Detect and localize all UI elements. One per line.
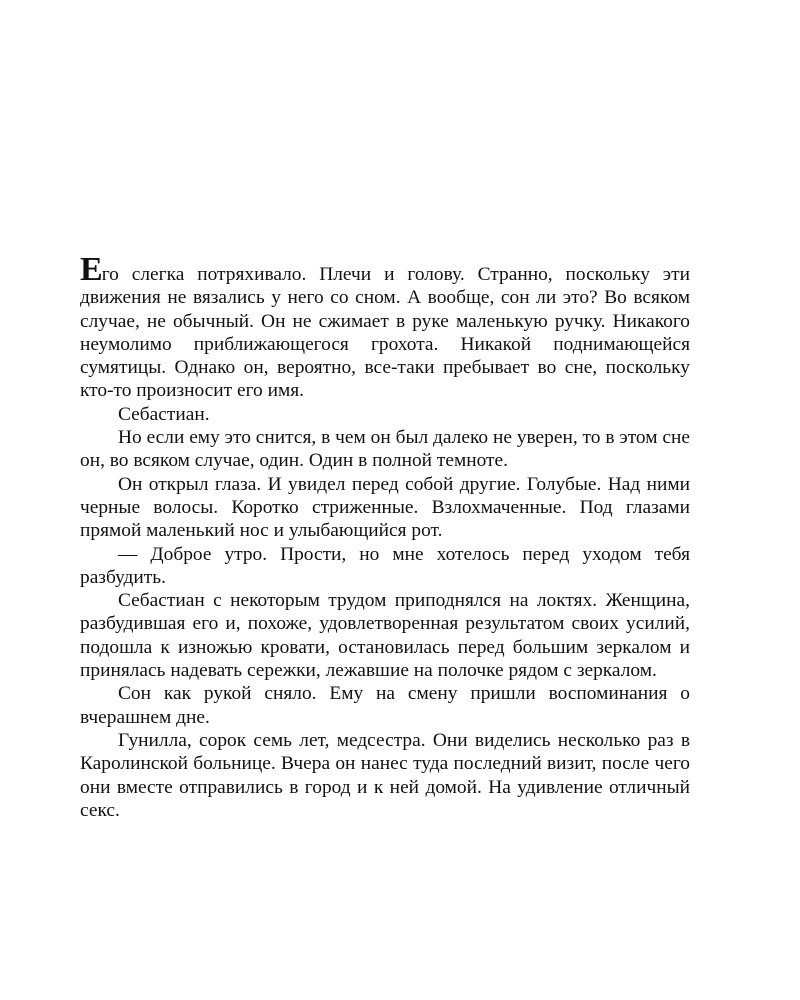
paragraph-dialogue: — Доброе утро. Прости, но мне хотелось перед уходом тебя разбудить. — [80, 543, 690, 588]
drop-cap-initial: Е — [80, 251, 102, 288]
paragraph-opening — [80, 251, 690, 403]
paragraph: Он открыл глаза. И увидел перед собой другие. Голубые. Над ними черные волосы. Коротко стриженные. Взлохмаченные. Под глазами прямой маленький нос и улыбающийся рот. — [80, 473, 690, 542]
paragraph: Себастиан с некоторым трудом приподнялся на локтях. Женщина, разбудившая его и, похоже, удовлетворенная результатом своих усилий, подошла к изножью кровати, остановилась перед большим зеркалом и принялась надевать сережки, лежавшие на полочке рядом с зеркалом. — [80, 590, 690, 682]
paragraph: Гунилла, сорок семь лет, медсестра. Они виделись несколько раз в Каролинской больнице. Вчера он нанес туда последний визит, после чего они вместе отправились в город и к ней домой. На удивление отличный секс. — [80, 729, 690, 821]
body-text — [80, 251, 690, 822]
paragraph: Сон как рукой сняло. Ему на смену пришли воспоминания о вчерашнем дне. — [80, 683, 690, 728]
paragraph: Но если ему это снится, в чем он был далеко не уверен, то в этом сне он, во всяком случае, один. Один в полной темноте. — [80, 427, 690, 472]
paragraph-opening-text: го слегка потряхивало. Плечи и голову. Странно, поскольку эти движения не вязались у него со сном. А вообще, сон ли это? Во всяком случае, не обычный. Он не сжимает в руке маленькую ручку. Никакого неумолимо приближающегося грохота. Никакой поднимающейся сумятицы. Однако он, вероятно, все-таки пребывает во сне, поскольку кто-то произносит его имя. — [80, 264, 690, 402]
paragraph: Себастиан. — [118, 403, 210, 425]
